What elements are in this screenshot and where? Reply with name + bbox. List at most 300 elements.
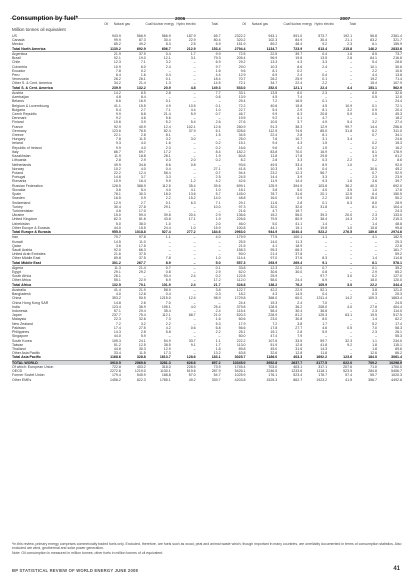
table-cell: 4.0 — [115, 292, 121, 297]
table-cell: – — [193, 149, 196, 154]
table-cell: 15.2 — [270, 213, 278, 218]
table-cell: 11.3 — [114, 265, 121, 270]
table-cell: 33.8 — [238, 265, 246, 270]
row-label: Turkmenistan — [12, 208, 34, 213]
row-label: South Africa — [12, 274, 32, 279]
table-cell: 188.8 — [161, 373, 171, 378]
table-cell: 44.0 — [113, 334, 121, 339]
table-cell: 36.8 — [320, 309, 328, 313]
table-cell: 5.7 — [215, 192, 221, 197]
table-cell: 15.3 — [270, 300, 278, 305]
table-cell: 404.4 — [393, 304, 402, 309]
table-cell: 723.9 — [277, 47, 302, 52]
table-cell: 17.4 — [113, 325, 121, 330]
table-cell: 25.4 — [238, 99, 246, 104]
table-cell: – — [193, 317, 196, 322]
table-cell: 6.9 — [322, 278, 328, 283]
table-cell: 379.8 — [236, 304, 246, 309]
row-label: Malaysia — [12, 317, 26, 322]
table-cell: 591.0 — [293, 34, 303, 38]
table-cell: 2974.6 — [377, 230, 402, 235]
table-cell: 2.2 — [322, 81, 328, 86]
column-header: Coal — [145, 22, 152, 26]
table-cell: 2.3 — [322, 90, 328, 95]
table-cell: 155.9 — [393, 42, 402, 47]
table-cell: 60.6 — [238, 317, 246, 322]
table-cell: 0.4 — [165, 292, 171, 297]
table-cell: 7.1 — [215, 200, 221, 205]
table-cell: 4.2 — [215, 179, 221, 184]
table-cell: 58.9 — [163, 287, 171, 292]
table-cell: 5.0 — [196, 261, 221, 266]
table-cell: 30.6 — [395, 64, 402, 69]
table-cell: – — [350, 68, 353, 73]
table-cell: 1168.6 — [96, 355, 121, 360]
table-cell: 2.9 — [297, 107, 303, 112]
table-cell: 1215.0 — [159, 296, 171, 301]
table-cell: 37.9 — [138, 51, 146, 56]
table-cell: 17.4 — [395, 321, 402, 326]
table-cell: 30.6 — [270, 270, 278, 275]
table-cell: 47.4 — [270, 334, 278, 339]
table-cell: 103.8 — [318, 183, 328, 188]
table-cell: 112.5 — [268, 128, 278, 133]
table-cell: – — [350, 90, 353, 95]
table-cell: – — [193, 60, 196, 65]
table-cell: 0.7 — [215, 111, 221, 116]
table-cell: 11.5 — [139, 137, 146, 142]
table-cell: 5.9 — [140, 334, 146, 339]
table-cell: 29.1 — [238, 200, 246, 205]
table-cell: – — [193, 309, 196, 313]
table-cell: 15.8 — [295, 103, 303, 108]
table-cell: 2.2 — [215, 330, 221, 335]
table-cell: 62.0 — [238, 270, 246, 275]
table-cell: 284.8 — [368, 369, 377, 374]
table-cell: 3.9 — [140, 120, 146, 125]
table-cell: 3.2 — [140, 321, 146, 326]
table-cell: – — [350, 133, 353, 138]
table-cell: 1.4 — [372, 221, 377, 226]
table-cell: 13.2 — [213, 351, 221, 356]
column-header: Total — [349, 22, 356, 26]
table-cell: 66.2 — [395, 351, 402, 356]
table-cell: 9.1 — [302, 261, 327, 266]
table-cell: 1020.3 — [391, 373, 402, 378]
row-label: China — [12, 296, 22, 301]
table-cell: 49.5 — [270, 162, 278, 167]
table-cell: 36.9 — [138, 304, 146, 309]
table-cell: 523.4 — [293, 373, 303, 378]
table-cell: 10.5 — [270, 120, 278, 125]
table-cell: 0.7 — [165, 265, 171, 270]
table-cell: 9.3 — [322, 179, 328, 184]
row-label: Ukraine — [12, 213, 25, 218]
table-cell: 17.8 — [270, 325, 278, 330]
table-cell: 20.4 — [188, 213, 196, 218]
table-cell: 3.9 — [297, 175, 303, 180]
table-cell: 35.4 — [188, 183, 196, 188]
table-cell: 20.9 — [146, 86, 171, 91]
table-cell: 32.6 — [295, 204, 303, 209]
row-label: Sweden — [12, 196, 25, 201]
consumption-table — [12, 34, 402, 382]
table-cell: 403.1 — [293, 364, 303, 369]
table-cell: 176.1 — [268, 373, 278, 378]
table-cell: – — [325, 239, 328, 244]
table-cell: 10.7 — [295, 137, 303, 142]
table-cell: 41.1 — [113, 103, 121, 108]
table-cell: 9.2 — [322, 42, 328, 47]
table-cell: – — [350, 235, 353, 240]
row-label: Finland — [12, 120, 24, 125]
table-cell: 81.6 — [138, 217, 146, 222]
table-cell: 321.7 — [393, 38, 402, 43]
table-cell: 22.2 — [113, 171, 121, 175]
table-cell: 7.8 — [115, 68, 121, 73]
table-cell: 15.0 — [345, 196, 353, 201]
table-cell: 85.0 — [320, 128, 328, 133]
table-cell: 56.7 — [320, 171, 328, 175]
table-cell: – — [350, 64, 353, 69]
table-cell: 57.1 — [113, 309, 121, 313]
table-cell: 114.8 — [393, 256, 402, 261]
table-cell: 29.8 — [320, 154, 328, 159]
table-cell: 0.6 — [190, 325, 196, 330]
table-cell: 16.6 — [238, 145, 246, 150]
table-cell: 1.6 — [140, 72, 146, 77]
table-cell: 89.8 — [238, 346, 246, 351]
table-cell: – — [325, 252, 328, 257]
table-cell: 25.1 — [238, 330, 246, 335]
table-cell: – — [193, 154, 196, 159]
table-cell: 75.4 — [138, 313, 146, 318]
table-cell: 22.4 — [302, 86, 327, 91]
table-cell: 41.4 — [113, 287, 121, 292]
table-cell: 1.1 — [215, 338, 221, 343]
table-cell: 14.5 — [213, 81, 221, 86]
row-label: Thailand — [12, 346, 26, 351]
table-cell: 115.4 — [236, 309, 246, 313]
table-cell: 58.4 — [270, 309, 278, 313]
table-cell: – — [143, 274, 146, 279]
table-cell: – — [350, 317, 353, 322]
table-cell: – — [350, 247, 353, 252]
table-cell: 3.6 — [115, 187, 121, 192]
table-cell: 4.1 — [372, 235, 377, 240]
table-cell: 0.5 — [372, 95, 377, 100]
table-cell: 39.7 — [295, 51, 303, 56]
table-cell: – — [168, 247, 171, 252]
table-cell: 10.6 — [395, 68, 402, 73]
table-cell: 22.9 — [138, 278, 146, 283]
table-cell: 178.9 — [393, 149, 402, 154]
table-cell: 252.0 — [252, 86, 277, 91]
table-cell: – — [168, 243, 171, 248]
table-cell: 0.2 — [215, 274, 221, 279]
table-cell: 5.4 — [347, 120, 353, 125]
table-cell: 13.9 — [238, 95, 246, 100]
table-cell: 72.1 — [238, 81, 246, 86]
table-cell: 123.4 — [111, 304, 121, 309]
table-cell: 0.8 — [190, 162, 196, 167]
table-cell: 3.3 — [322, 175, 328, 180]
table-cell: 697.2 — [196, 360, 221, 365]
table-cell: 12.3 — [113, 60, 121, 65]
table-cell: 30.3 — [138, 346, 146, 351]
table-cell: 22.7 — [238, 107, 246, 112]
table-cell: 26.2 — [113, 77, 121, 82]
table-cell: 1.7 — [215, 342, 221, 347]
table-cell: 6.1 — [215, 128, 221, 133]
table-cell: 19.0 — [138, 56, 146, 61]
table-cell: – — [193, 166, 196, 171]
table-cell: 98.9 — [213, 296, 221, 301]
table-cell: 12.6 — [213, 124, 221, 129]
year-header-2006: 2006 — [175, 16, 186, 21]
table-cell: 1.5 — [215, 133, 221, 138]
table-cell: 94.4 — [238, 171, 246, 175]
table-cell: 9.9 — [215, 51, 221, 56]
table-cell: 6.4 — [372, 192, 377, 197]
table-cell: – — [325, 68, 328, 73]
table-cell: 8.1 — [322, 133, 328, 138]
table-cell: 114.4 — [236, 256, 246, 261]
table-cell: 11.9 — [270, 179, 278, 184]
table-cell: 0.4 — [322, 166, 328, 171]
row-label: Kuwait — [12, 239, 23, 244]
table-cell: 52.1 — [320, 287, 328, 292]
row-label: France — [12, 124, 24, 129]
table-cell: 26.1 — [395, 330, 402, 335]
table-cell: 146.2 — [352, 47, 377, 52]
table-cell: 1745.4 — [234, 364, 246, 369]
table-cell: 44.0 — [113, 225, 121, 230]
table-cell: 5.3 — [215, 321, 221, 326]
table-cell: 2.2 — [165, 196, 171, 201]
table-cell: 14.4 — [270, 175, 278, 180]
table-cell: – — [350, 221, 353, 226]
table-cell: 8.3 — [165, 42, 171, 47]
table-cell: 4.0 — [140, 145, 146, 150]
row-label: Japan — [12, 313, 22, 318]
table-cell: 0.9 — [140, 196, 146, 201]
table-cell: 59.2 — [395, 252, 402, 257]
table-cell: 5.2 — [372, 321, 377, 326]
table-cell: 943.1 — [268, 34, 278, 38]
table-cell: 215.8 — [327, 47, 352, 52]
table-cell: 1.0 — [190, 225, 196, 230]
table-cell: 30.6 — [370, 166, 377, 171]
table-cell: – — [193, 256, 196, 261]
table-cell: 2.3 — [372, 217, 377, 222]
table-cell: – — [375, 137, 377, 142]
table-cell: 339.7 — [211, 377, 221, 382]
table-cell: 100.8 — [236, 225, 246, 230]
table-cell: – — [325, 247, 328, 252]
table-cell: 182.9 — [393, 235, 402, 240]
page-title: Consumption by fuel* — [12, 15, 79, 22]
table-cell: 2.0 — [190, 158, 196, 163]
table-cell: 72.5 — [238, 51, 246, 56]
table-cell: 15.1 — [295, 225, 303, 230]
table-cell: 72.2 — [238, 103, 246, 108]
table-cell: 22.3 — [113, 317, 121, 322]
table-cell: 11.0 — [139, 239, 146, 244]
table-cell: 24.4 — [295, 278, 303, 283]
table-cell: 6.3 — [190, 200, 196, 205]
table-cell: 5.8 — [165, 330, 171, 335]
table-cell: 0.2 — [372, 158, 377, 163]
table-cell: 184.0 — [352, 355, 377, 360]
table-cell: 17.6 — [395, 187, 402, 192]
table-cell: 49.2 — [188, 377, 196, 382]
table-cell: 73.7 — [395, 51, 402, 56]
table-cell: – — [375, 208, 377, 213]
row-label: Former Soviet Union — [12, 373, 45, 378]
table-cell: 15.5 — [138, 103, 146, 108]
table-cell: 3952.8 — [252, 360, 277, 365]
table-cell: 82.4 — [163, 128, 171, 133]
table-cell: 34.5 — [238, 133, 246, 138]
table-cell: 82.3 — [113, 217, 121, 222]
footnote-1: *In this review, primary energy comprises commercially traded fuels only. Excluded, therefore, are fuels such as wood, peat and animal waste which, though important in many countries, are unreliably documented in terms of consumption statistics. Also excluded are wind, geothermal and solar power generation. — [12, 542, 402, 551]
table-cell: 18.2 — [395, 116, 402, 121]
table-cell: 32.6 — [270, 351, 278, 356]
row-label: Netherlands — [12, 162, 32, 167]
table-cell: 8.8 — [140, 111, 146, 116]
table-cell: 0.7 — [372, 171, 377, 175]
table-cell: 2963.0 — [221, 230, 246, 235]
table-cell: 2.6 — [140, 300, 146, 305]
table-cell: 1.1 — [322, 235, 328, 240]
table-cell: 311.0 — [393, 128, 402, 133]
table-cell: 4.7 — [272, 208, 278, 213]
table-cell: 8.4 — [140, 95, 146, 100]
table-cell: 55.3 — [395, 334, 402, 339]
table-cell: 4203.8 — [234, 377, 246, 382]
table-cell: 0.1 — [165, 77, 171, 82]
row-label: Total Middle East — [12, 261, 96, 266]
table-cell: – — [375, 162, 377, 167]
table-cell: 0.3 — [322, 158, 328, 163]
table-cell: 92.0 — [395, 162, 402, 167]
table-cell: 5.4 — [140, 187, 146, 192]
table-cell: 183.1 — [196, 355, 221, 360]
table-cell: 2.4 — [297, 72, 303, 77]
table-cell: 38.3 — [295, 124, 303, 129]
table-cell: 7.6 — [272, 137, 278, 142]
table-cell: 3.1 — [322, 137, 328, 142]
table-cell: 0.2 — [372, 141, 377, 146]
table-cell: 96.9 — [270, 56, 278, 61]
table-cell: – — [193, 278, 196, 283]
table-cell: 8.0 — [297, 90, 303, 95]
table-cell: 150.5 — [393, 192, 402, 197]
table-cell: 1.5 — [322, 141, 328, 146]
table-cell: 1.1 — [165, 235, 171, 240]
table-cell: 21.4 — [163, 111, 171, 116]
row-label: Brazil — [12, 56, 21, 61]
table-cell: 21.6 — [113, 252, 121, 257]
table-cell: 2.4 — [190, 274, 196, 279]
table-cell: 2.8 — [272, 158, 278, 163]
table-cell: 41.8 — [320, 342, 328, 347]
table-cell: 34.2 — [113, 81, 121, 86]
table-cell: – — [218, 137, 221, 142]
table-cell: 2.6 — [215, 120, 221, 125]
table-cell: 4.0 — [165, 187, 171, 192]
table-cell: 545.9 — [136, 373, 146, 378]
table-cell: 32.0 — [270, 204, 278, 209]
table-cell: 22.5 — [270, 51, 278, 56]
table-cell: 6.6 — [297, 64, 303, 69]
table-cell: 11.9 — [114, 154, 121, 159]
table-cell: – — [193, 247, 196, 252]
table-cell: 97.7 — [320, 274, 328, 279]
table-cell: 102.1 — [186, 124, 196, 129]
table-cell: 527.4 — [146, 230, 171, 235]
table-cell: 7.2 — [272, 321, 278, 326]
table-cell: 12.3 — [295, 171, 303, 175]
table-cell: 12.5 — [345, 192, 353, 197]
table-cell: 8.1 — [272, 68, 278, 73]
table-cell: 39.6 — [213, 183, 221, 188]
table-cell: 10345.0 — [221, 360, 246, 365]
row-label: Total Asia Pacific — [12, 355, 96, 360]
table-cell: 26.2 — [270, 77, 278, 82]
table-cell: 1.0 — [215, 187, 221, 192]
table-cell: 59.0 — [238, 252, 246, 257]
table-cell: 70.1 — [121, 283, 146, 288]
row-label: TOTAL WORLD — [12, 360, 96, 365]
table-cell: – — [193, 77, 196, 82]
table-cell: 13.3 — [270, 60, 278, 65]
table-cell: 33.7 — [188, 338, 196, 343]
table-cell: 24.1 — [138, 338, 146, 343]
table-cell: 9.9 — [272, 111, 278, 116]
table-cell: 153.4 — [196, 47, 221, 52]
table-cell: 63.8 — [238, 351, 246, 356]
table-cell: 72.1 — [395, 103, 402, 108]
table-cell: 5.6 — [165, 116, 171, 121]
table-cell: – — [193, 99, 196, 104]
table-cell: 161.7 — [393, 247, 402, 252]
table-cell: – — [350, 243, 353, 248]
table-cell: 78.7 — [270, 192, 278, 197]
table-cell: 6.1 — [372, 42, 377, 47]
row-label: Qatar — [12, 243, 21, 248]
table-cell: – — [168, 239, 171, 244]
row-label: Other Europe & Eurasia — [12, 225, 50, 230]
table-cell: 138.2 — [252, 283, 277, 288]
table-cell: 517.5 — [393, 313, 402, 318]
table-cell: 8.6 — [165, 162, 171, 167]
table-cell: 1134.7 — [252, 47, 277, 52]
table-cell: 2.0 — [215, 221, 221, 226]
column-header: Hydro electric — [176, 22, 196, 26]
table-cell: 1.0 — [215, 107, 221, 112]
table-cell: 12.9 — [113, 200, 121, 205]
table-cell: 2322.2 — [234, 34, 246, 38]
table-cell: 14.6 — [113, 175, 121, 180]
table-cell: 1692.2 — [302, 355, 327, 360]
table-cell: 18.4 — [213, 77, 221, 82]
table-cell: 0.1 — [215, 265, 221, 270]
table-cell: 24.4 — [238, 300, 246, 305]
table-cell: 184.6 — [196, 230, 221, 235]
table-cell: 10.9 — [113, 64, 121, 69]
